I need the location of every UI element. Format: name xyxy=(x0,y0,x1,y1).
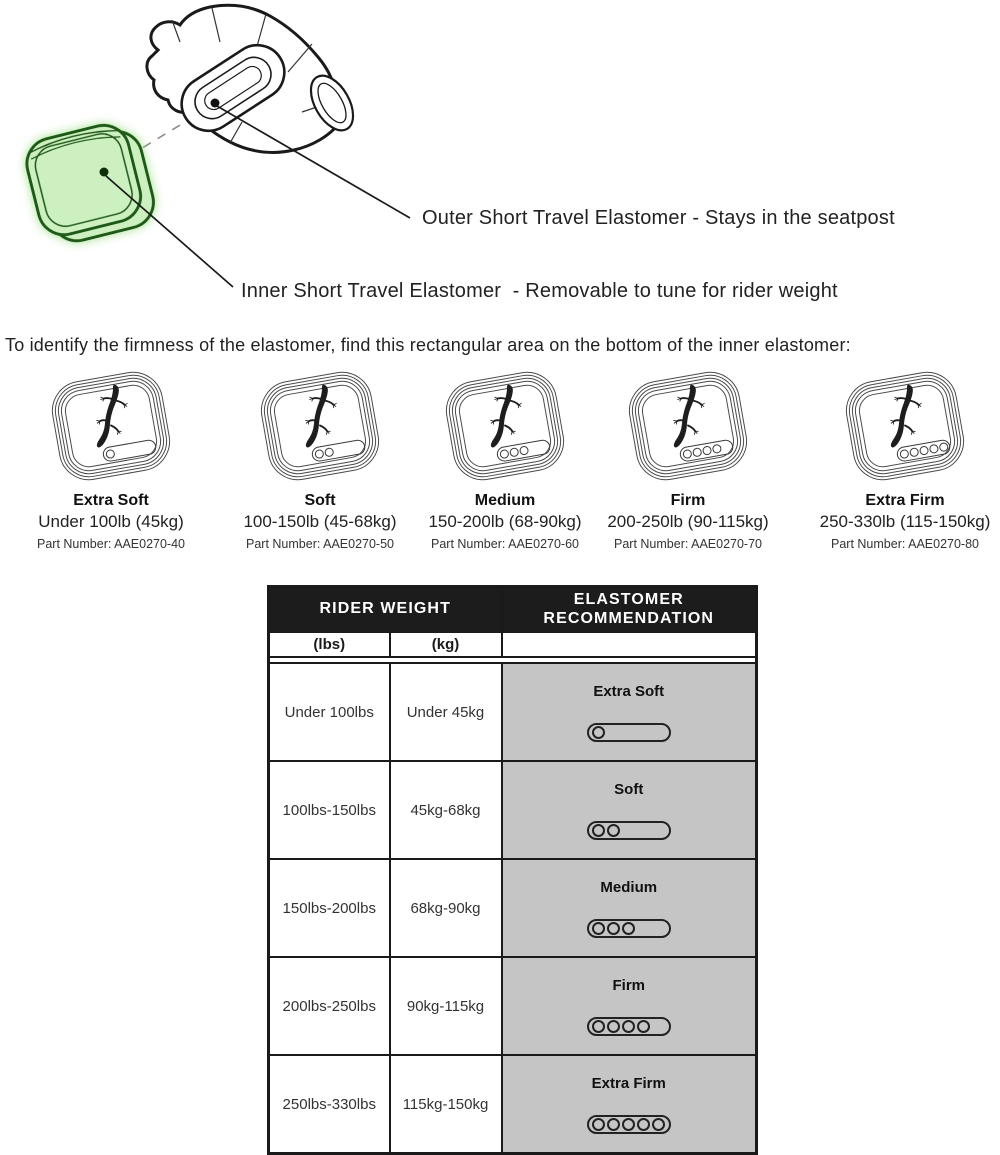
figure-part-number: Part Number: AAE0270-40 xyxy=(37,537,185,551)
elastomer-bottom-illustration xyxy=(835,372,975,484)
recommendation-label: Extra Soft xyxy=(593,682,665,700)
recommendation-cell xyxy=(502,761,757,859)
dot-code-pill xyxy=(587,1115,671,1134)
elastomer-bottom-illustration xyxy=(618,372,758,484)
inner-elastomer-label: Inner Short Travel Elastomer - Removable to tune for rider weight xyxy=(241,280,838,302)
weight-lbs-cell: 100lbs-150lbs xyxy=(269,761,390,859)
table-row xyxy=(269,957,757,1055)
elastomer-recommendation-header: ELASTOMER RECOMMENDATION xyxy=(502,587,757,633)
figure-weight-range: 100-150lb (45-68kg) xyxy=(243,512,397,531)
figure-extra-soft xyxy=(1,372,221,551)
weight-lbs-cell: 150lbs-200lbs xyxy=(269,859,390,957)
weight-kg-cell: Under 45kg xyxy=(390,663,502,761)
elastomer-bottom-illustration xyxy=(250,372,390,484)
figure-part-number: Part Number: AAE0270-80 xyxy=(831,537,979,551)
dot-code-pill xyxy=(587,821,671,840)
figure-name: Soft xyxy=(304,492,336,509)
weight-lbs-cell: 200lbs-250lbs xyxy=(269,957,390,1055)
dot-code-pill xyxy=(587,919,671,938)
outer-elastomer-label: Outer Short Travel Elastomer - Stays in the seatpost xyxy=(422,207,895,229)
figure-part-number: Part Number: AAE0270-50 xyxy=(246,537,394,551)
elastomer-bottom-illustration xyxy=(41,372,181,484)
table-row xyxy=(269,663,757,761)
recommendation-cell xyxy=(502,1055,757,1154)
exploded-view-diagram xyxy=(0,0,1000,330)
recommendation-label: Soft xyxy=(614,780,644,798)
figure-part-number: Part Number: AAE0270-70 xyxy=(614,537,762,551)
figure-name: Extra Firm xyxy=(865,492,945,509)
figure-weight-range: 250-330lb (115-150kg) xyxy=(819,512,991,531)
weight-kg-cell: 45kg-68kg xyxy=(390,761,502,859)
weight-lbs-cell: 250lbs-330lbs xyxy=(269,1055,390,1154)
recommendation-label: Extra Firm xyxy=(591,1074,666,1092)
table-row xyxy=(269,761,757,859)
figure-name: Extra Soft xyxy=(73,492,149,509)
recommendation-cell xyxy=(502,663,757,761)
recommendation-label: Firm xyxy=(612,976,645,994)
figure-weight-range: Under 100lb (45kg) xyxy=(38,512,184,531)
figure-name: Firm xyxy=(670,492,706,509)
inner-elastomer-drawing xyxy=(21,117,158,249)
elastomer-recommendation-table xyxy=(267,585,758,1155)
rider-weight-header: RIDER WEIGHT xyxy=(269,587,502,633)
lbs-column-header: (lbs) xyxy=(269,632,390,657)
inner-leader-line xyxy=(106,176,233,287)
dot-code-pill xyxy=(587,1017,671,1036)
figure-name: Medium xyxy=(474,492,536,509)
figure-firm xyxy=(578,372,798,551)
inner-callout-dot xyxy=(100,168,109,177)
elastomer-bottom-illustration xyxy=(435,372,575,484)
table-row xyxy=(269,859,757,957)
weight-kg-cell: 68kg-90kg xyxy=(390,859,502,957)
empty-subheader-cell xyxy=(502,632,757,657)
table-subheader-row xyxy=(269,632,757,657)
weight-kg-cell: 115kg-150kg xyxy=(390,1055,502,1154)
table-row xyxy=(269,1055,757,1154)
firmness-instruction-text: To identify the firmness of the elastomer, find this rectangular area on the bottom of the inner elastomer: xyxy=(5,335,851,355)
recommendation-cell xyxy=(502,957,757,1055)
table-header-row xyxy=(269,587,757,633)
recommendation-label: Medium xyxy=(600,878,658,896)
outer-elastomer-drawing xyxy=(147,5,362,152)
figure-extra-firm xyxy=(795,372,1000,551)
dot-code-pill xyxy=(587,723,671,742)
figure-weight-range: 200-250lb (90-115kg) xyxy=(607,512,769,531)
kg-column-header: (kg) xyxy=(390,632,502,657)
figure-part-number: Part Number: AAE0270-60 xyxy=(431,537,579,551)
recommendation-cell xyxy=(502,859,757,957)
figure-weight-range: 150-200lb (68-90kg) xyxy=(428,512,582,531)
weight-kg-cell: 90kg-115kg xyxy=(390,957,502,1055)
weight-lbs-cell: Under 100lbs xyxy=(269,663,390,761)
